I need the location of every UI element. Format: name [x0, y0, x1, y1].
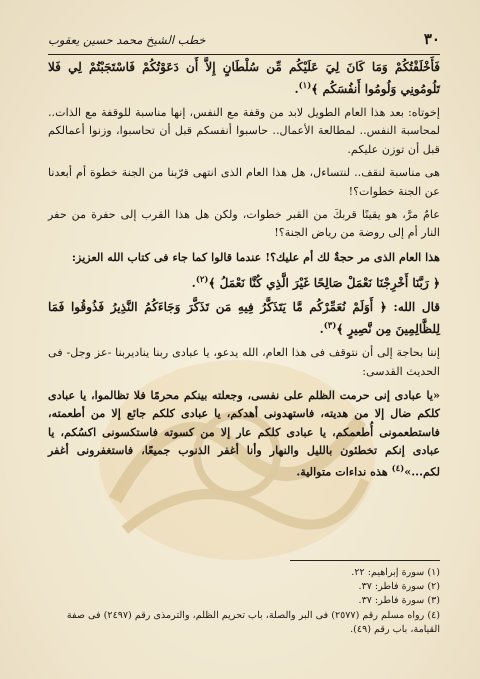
paragraph: هى مناسبة لنقف.. لنتساءل، هل هذا العام الذى انتهى قرّبنا من الجنة خطوة أم أبعدنا عن الجنة خطوات؟! — [48, 166, 440, 198]
page-number: ٣٠ — [423, 30, 440, 48]
hadith-paragraph — [48, 386, 440, 481]
running-title: خطب الشيخ محمد حسين يعقوب — [48, 33, 206, 47]
quran-text: ﴿ رَبَّنَا أَخْرِجْنَا نَعْمَلْ صَالِحًا غَيْرَ الَّذِي كُنَّا نَعْمَلُ ﴾ — [208, 276, 440, 291]
hadith-tail: هذه نداءات متوالية. — [296, 464, 392, 479]
footnotes — [48, 566, 440, 637]
quran-text: قال الله: ﴿ أَوَلَمْ نُعَمِّرْكُم مَّا يَتَذَكَّرُ فِيهِ مَن تَذَكَّرَ وَجَاءَكُمُ النَّذِيرُ فَذُوقُوا فَمَا لِلظَّالِمِينَ مِن نَّصِيرٍ ﴾ — [48, 300, 441, 337]
paragraph: إننا بحاجة إلى أن نتوقف فى هذا العام، الله يدعو، يا عبادى ربنا يناديربنا -عز وجل- فى الحديث القدسى: — [48, 346, 440, 378]
quran-verse: قال الله: ﴿ أَوَلَمْ نُعَمِّرْكُم مَّا يَتَذَكَّرُ فِيهِ مَن تَذَكَّرَ وَجَاءَكُمُ النَّذِيرُ فَذُوقُوا فَمَا لِلظَّالِمِينَ مِن نَّصِيرٍ ﴾$^{(٣)}$. — [48, 300, 441, 337]
footnote: (٤) رواه مسلم رقم (٢٥٧٧) فى البر والصلة، باب تحريم الظلم، والترمذى رقم (٢٤٩٧) فى صفة القيامة، باب رقم (٤٩). — [66, 609, 440, 635]
hadith-text: «يا عبادى إنى حرمت الظلم على نفسى، وجعلته بينكم محرمًا فلا تظالموا، يا عبادى كلكم ضال إلا من هديته، فاستهدونى أهدكم، يا عبادى كلكم جائع إلا من أطعمته، فاستطعمونى أُطعمكم، يا عبادى كلكم عار إلا من كسوته فاستكسونى اكسُكم، يا عبادى إنكم تخطئون بالليل والنهار وأنا أغفر الذنوب جميعًا، فاستغفرونى أغفر لكم...» — [48, 388, 440, 479]
quran-verse: فَأَخْلَفْتُكُمْ وَمَا كَانَ لِيَ عَلَيْكُم مِّن سُلْطَانٍ إِلاَّ أَن دَعَوْتُكُمْ فَاسْتَجَبْتُمْ لِي فَلا تَلُومُونِي وَلُومُوا أَنفُسَكُم ﴾$^{(١)}$. — [48, 60, 440, 96]
footnote: (١) سورة إبراهيم: ٢٢. — [351, 567, 440, 578]
footnote-ref: (٢) — [195, 275, 209, 286]
quran-text: فَأَخْلَفْتُكُمْ وَمَا كَانَ لِيَ عَلَيْكُم مِّن سُلْطَانٍ إِلاَّ أَن دَعَوْتُكُمْ فَاسْتَجَبْتُمْ لِي فَلا تَلُومُونِي وَلُومُوا أَنفُسَكُم ﴾ — [48, 60, 440, 96]
footnote-ref: (١) — [298, 81, 312, 91]
paragraph: هذا العام الذى مر حجةٌ لك أم عليك؟! عندما قالوا كما جاء فى كتاب الله العزيز: — [71, 249, 440, 264]
footnote-ref: (٤) — [391, 463, 405, 474]
footnote-ref: (٣) — [323, 321, 337, 332]
page-body — [48, 58, 440, 486]
footnote: (٣) سورة فاطر: ٣٧. — [358, 595, 440, 607]
paragraph: عامٌ مرَّ، هو يقينًا قربكَ من القبر خطوات، ولكن هل هذا القرب إلى حفرة من حفر النار أم إلى روضة من رياض الجنة؟! — [48, 208, 440, 240]
page-header — [48, 32, 440, 55]
footnote: (٢) سورة فاطر: ٣٧. — [358, 581, 440, 593]
quran-verse: ﴿ رَبَّنَا أَخْرِجْنَا نَعْمَلْ صَالِحًا غَيْرَ الَّذِي كُنَّا نَعْمَلُ ﴾$^{(٢)}$. — [191, 275, 440, 291]
paragraph: إخوتاه: بعد هذا العام الطويل لابد من وقفة مع النفس، إنها مناسبة للوقفة مع الذات.. لمحاسبة النفس.. لمطالعة الأعمال.. حاسبوا أنفسكم قبل أن تحاسبوا، وزنوا أعمالكم قبل أن توزن عليكم. — [48, 106, 440, 156]
footnote-separator — [290, 560, 440, 561]
